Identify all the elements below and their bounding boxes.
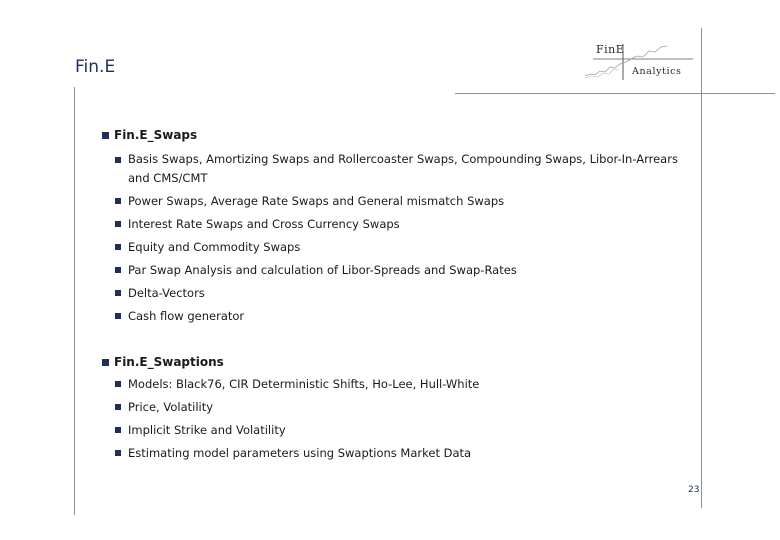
list-item: Cash flow generator (128, 309, 245, 323)
item-bullet-icon (115, 427, 121, 433)
section-bullet-icon (102, 359, 109, 366)
list-item: Implicit Strike and Volatility (128, 423, 286, 437)
logo-text-fine: FinE (596, 43, 625, 56)
section-title-swaptions: Fin.E_Swaptions (114, 355, 224, 369)
item-bullet-icon (115, 157, 121, 163)
left-rule (74, 87, 75, 515)
item-bullet-icon (115, 313, 121, 319)
list-item: Interest Rate Swaps and Cross Currency Swaps (128, 217, 400, 231)
item-bullet-icon (115, 198, 121, 204)
header-rule (455, 93, 775, 94)
section-title-swaps: Fin.E_Swaps (114, 128, 198, 142)
list-item: Estimating model parameters using Swaptions Market Data (128, 446, 472, 460)
item-bullet-icon (115, 404, 121, 410)
list-item: Price, Volatility (128, 400, 214, 414)
list-item: Equity and Commodity Swaps (128, 240, 301, 254)
item-bullet-icon (115, 450, 121, 456)
item-bullet-icon (115, 381, 121, 387)
right-rule (701, 28, 702, 508)
logo-text-analytics: Analytics (632, 66, 682, 77)
list-item: Par Swap Analysis and calculation of Libor-Spreads and Swap-Rates (128, 263, 517, 277)
item-bullet-icon (115, 267, 121, 273)
list-item: Power Swaps, Average Rate Swaps and General mismatch Swaps (128, 194, 505, 208)
item-bullet-icon (115, 290, 121, 296)
item-bullet-icon (115, 221, 121, 227)
page-number: 23 (688, 485, 700, 495)
list-item: Models: Black76, CIR Deterministic Shifts, Ho-Lee, Hull-White (128, 377, 480, 391)
list-item-continuation: and CMS/CMT (128, 171, 208, 185)
list-item: Delta-Vectors (128, 286, 205, 300)
list-item: Basis Swaps, Amortizing Swaps and Rollercoaster Swaps, Compounding Swaps, Libor-In-Arrears (128, 152, 678, 166)
item-bullet-icon (115, 244, 121, 250)
page-title: Fin.E (75, 57, 116, 77)
section-bullet-icon (102, 132, 109, 139)
